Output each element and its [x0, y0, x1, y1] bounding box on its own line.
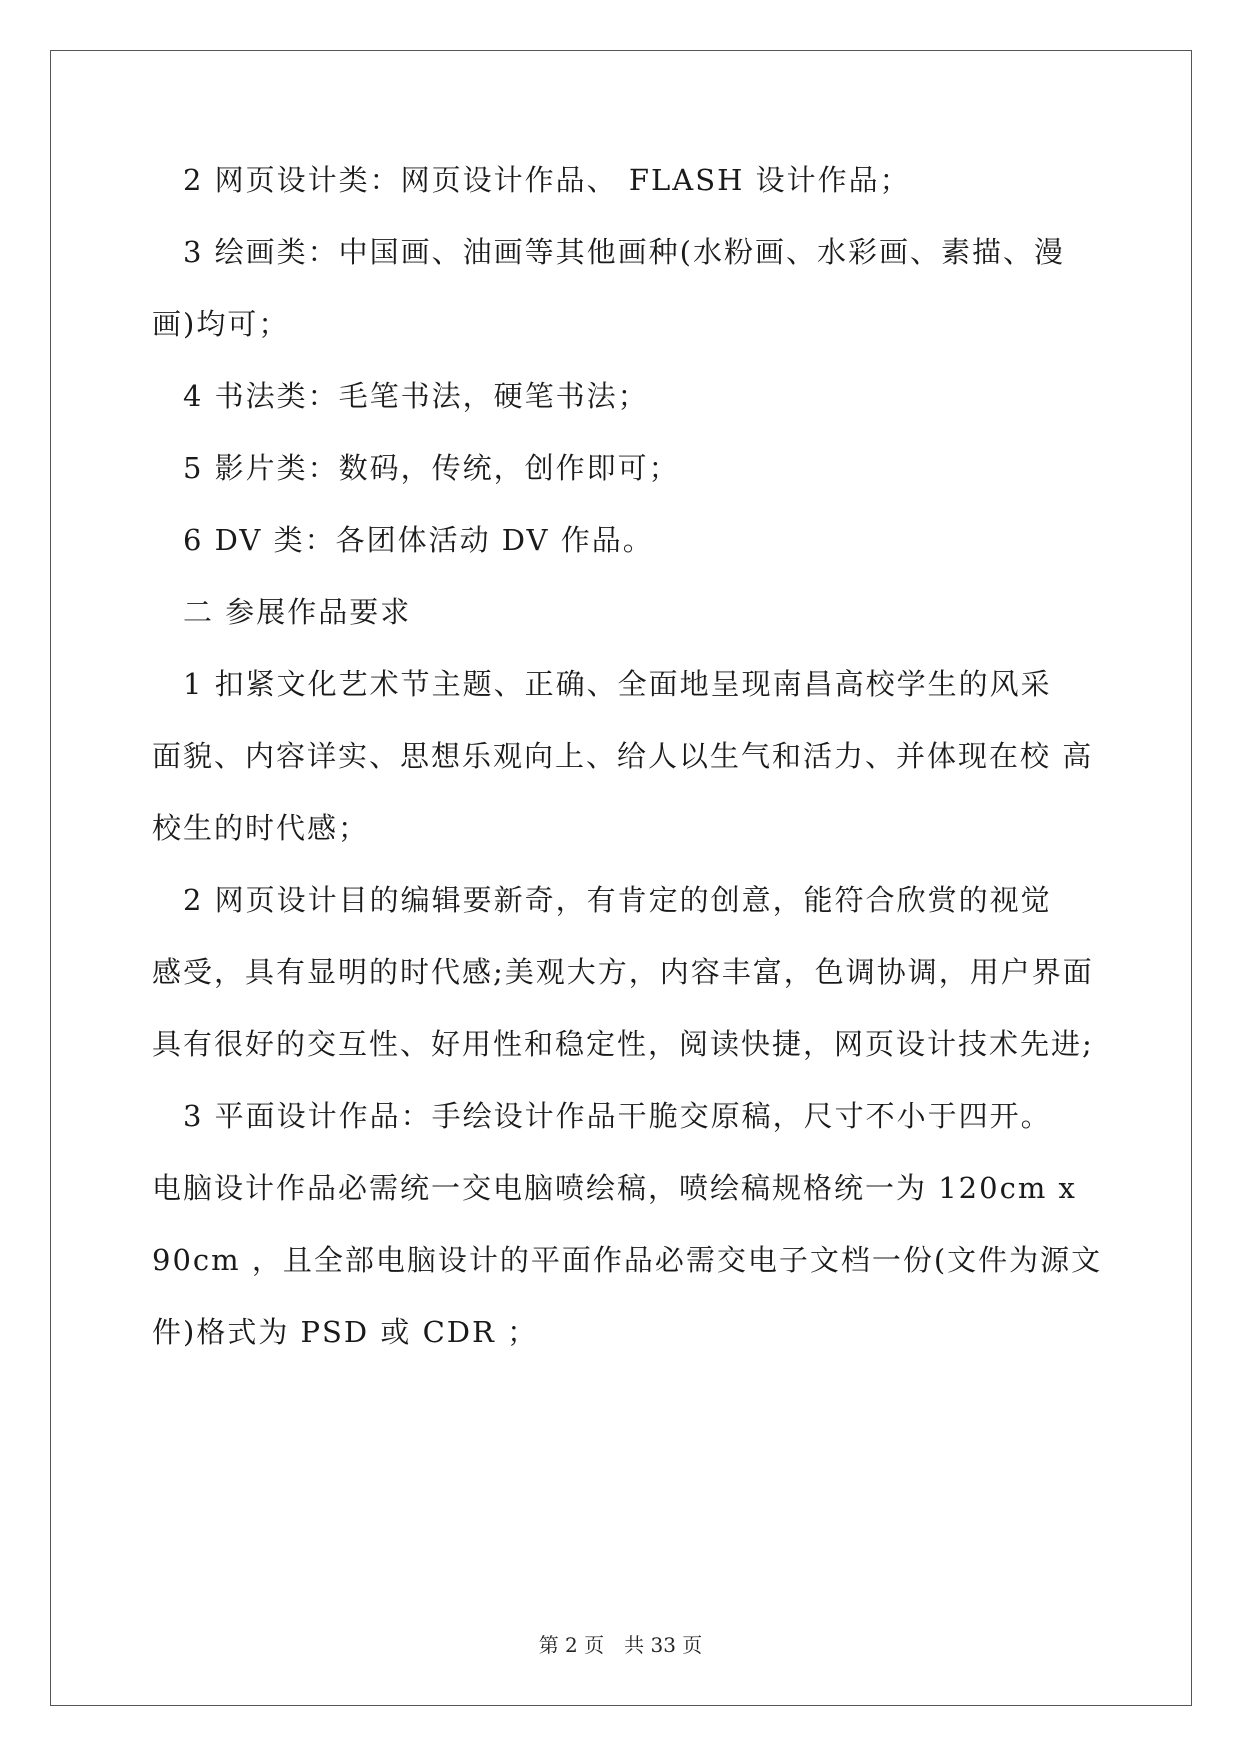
text-line: 1 扣紧文化艺术节主题、正确、全面地呈现南昌高校学生的风采	[152, 667, 1052, 701]
text-line: 3 绘画类：中国画、油画等其他画种(水粉画、水彩画、素描、漫	[152, 235, 1065, 269]
text-line: 2 网页设计目的编辑要新奇，有肯定的创意，能符合欣赏的视觉	[152, 883, 1052, 917]
text-line: 90cm ，且全部电脑设计的平面作品必需交电子文档一份(文件为源文	[152, 1243, 1103, 1277]
text-line: 件)格式为 PSD 或 CDR ；	[152, 1315, 539, 1349]
section-heading: 二 参展作品要求	[152, 595, 412, 629]
text-line: 面貌、内容详实、思想乐观向上、给人以生气和活力、并体现在校 高	[152, 739, 1094, 773]
text-line: 4 书法类：毛笔书法，硬笔书法；	[152, 379, 649, 413]
text-line: 5 影片类：数码，传统，创作即可；	[152, 451, 680, 485]
text-line: 2 网页设计类：网页设计作品、 FLASH 设计作品；	[152, 163, 911, 197]
text-line: 6 DV 类：各团体活动 DV 作品。	[152, 523, 654, 557]
text-line: 具有很好的交互性、好用性和稳定性，阅读快捷，网页设计技术先进;	[152, 1027, 1094, 1061]
text-line: 感受，具有显明的时代感;美观大方，内容丰富，色调协调，用户界面	[152, 955, 1094, 989]
text-line: 校生的时代感；	[152, 811, 370, 845]
page-frame	[50, 50, 1192, 1706]
text-line: 3 平面设计作品：手绘设计作品干脆交原稿，尺寸不小于四开。	[152, 1099, 1052, 1133]
text-line: 电脑设计作品必需统一交电脑喷绘稿，喷绘稿规格统一为 120cm x	[152, 1171, 1077, 1205]
text-line: 画)均可；	[152, 307, 290, 341]
page-number: 第 2 页 共 33 页	[538, 1633, 703, 1657]
